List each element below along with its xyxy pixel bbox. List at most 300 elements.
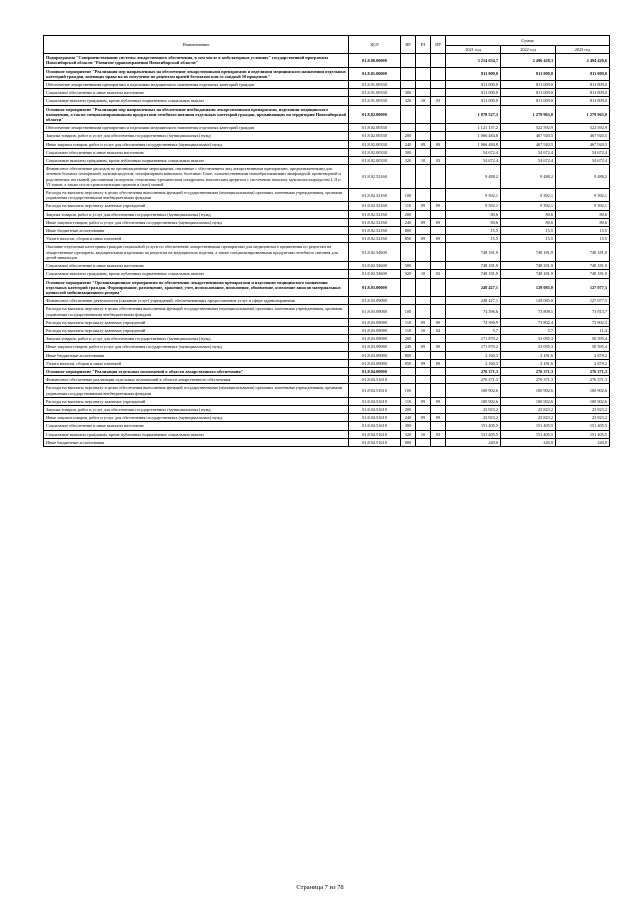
header-year-2023: 2023 год: [556, 46, 610, 54]
cell-y2: 1 279 963,0: [501, 105, 556, 124]
cell-y1: 748 181,9: [446, 243, 501, 262]
cell-y1: 171 870,2: [446, 335, 501, 343]
table-row: [44, 97, 610, 105]
table-row: [44, 422, 610, 430]
cell-y2: 151 405,5: [501, 430, 556, 438]
cell-vr: 110: [401, 202, 416, 210]
cell-pr: 09: [431, 235, 446, 243]
cell-y3: 748 181,9: [556, 270, 610, 278]
cell-y1: 54 672,4: [446, 148, 501, 156]
cell-y3: 522 592,9: [556, 124, 610, 132]
cell-rz: 09: [416, 343, 431, 351]
cell-y1: 1 066 484,8: [446, 132, 501, 140]
cell-rz: 09: [416, 235, 431, 243]
cell-name: Финансовое обеспечение расходов на организационные мероприятия, связанные с обеспечением лиц лекарственными препаратами, предназначенными для лечения больных гемофилией, муковисцидозом, гипофизарным нанизмом, болезнью Гоше, злокачественными новообразованиями лимфоидной, кроветворной и родственных им тканей, рассеянным склерозом, гемолитико-уремическим синдромом, юношеским артритом с системным началом, мукополисахаридозом I, II и VI типов, а также после трансплантации органов и (или) тканей: [44, 165, 349, 189]
cell-vr: 100: [401, 189, 416, 202]
cell-csr: 01.8.04.51610: [349, 422, 401, 430]
cell-csr: 01.8.02.00330: [349, 140, 401, 148]
cell-vr: 320: [401, 270, 416, 278]
cell-rz: 09: [416, 397, 431, 405]
budget-table: [43, 35, 610, 447]
header-name: Наименование: [44, 36, 349, 54]
cell-name: Социальные выплаты гражданам, кроме публичных нормативных социальных выплат: [44, 270, 349, 278]
cell-rz: 09: [416, 318, 431, 326]
cell-rz: [416, 278, 431, 297]
cell-vr: 300: [401, 262, 416, 270]
cell-pr: [431, 148, 446, 156]
cell-y1: 3 214 634,7: [446, 54, 501, 67]
table-row: [44, 132, 610, 140]
cell-csr: 01.8.03.09080: [349, 359, 401, 367]
cell-csr: 01.8.02.52160: [349, 189, 401, 202]
cell-pr: 09: [431, 343, 446, 351]
cell-vr: 200: [401, 405, 416, 413]
cell-vr: 300: [401, 422, 416, 430]
cell-csr: 01.8.02.52160: [349, 165, 401, 189]
cell-y3: 23 823,2: [556, 414, 610, 422]
cell-y2: 73 808,1: [501, 305, 556, 318]
cell-csr: 01.8.02.52160: [349, 202, 401, 210]
cell-vr: 800: [401, 438, 416, 446]
cell-pr: 03: [431, 270, 446, 278]
cell-pr: 03: [431, 97, 446, 105]
cell-csr: 01.8.04.51610: [349, 384, 401, 397]
cell-rz: [416, 384, 431, 397]
cell-name: Основное мероприятие "Реализация мер направленных на обеспечение лекарственными препаратами и изделиями медицинского назначения отдельных категорий граждан, имеющих право на их получение по рецептам врачей бесплатно или со скидкой 50 процентов": [44, 67, 349, 80]
cell-rz: 09: [416, 202, 431, 210]
header-vr: ВР: [401, 36, 416, 54]
cell-y2: 748 181,9: [501, 243, 556, 262]
cell-pr: 09: [431, 318, 446, 326]
table-row: [44, 81, 610, 89]
cell-name: Социальное обеспечение и иные выплаты населению: [44, 422, 349, 430]
cell-y3: 467 920,5: [556, 132, 610, 140]
table-row: [44, 318, 610, 326]
cell-pr: [431, 89, 446, 97]
table-row: [44, 305, 610, 318]
cell-pr: [431, 81, 446, 89]
cell-vr: 800: [401, 351, 416, 359]
cell-name: Расходы на выплаты персоналу в целях обеспечения выполнения функций государственными (муниципальными) органами, казенными учреждениями, органами управления государственными внебюджетными фондами: [44, 384, 349, 397]
table-row: [44, 376, 610, 384]
cell-y1: 100 902,6: [446, 384, 501, 397]
cell-csr: 01.8.02.00330: [349, 124, 401, 132]
cell-name: Иные закупки товаров, работ и услуг для обеспечения государственных (муниципальных) нужд: [44, 343, 349, 351]
table-row: [44, 297, 610, 305]
cell-rz: [416, 422, 431, 430]
cell-y3: 73 813,7: [556, 305, 610, 318]
cell-y1: 1 878 527,3: [446, 105, 501, 124]
cell-csr: 01.8.04.51610: [349, 414, 401, 422]
cell-csr: 01.8.02.00330: [349, 148, 401, 156]
table-row: [44, 278, 610, 297]
table-row: [44, 343, 610, 351]
cell-name: Закупка товаров, работ и услуг для обеспечения государственных (муниципальных) нужд: [44, 335, 349, 343]
cell-y2: 54 672,4: [501, 157, 556, 165]
cell-rz: 10: [416, 270, 431, 278]
cell-pr: [431, 405, 446, 413]
cell-rz: [416, 165, 431, 189]
cell-csr: 01.8.02.00000: [349, 105, 401, 124]
cell-y3: 2 878,2: [556, 351, 610, 359]
table-row: [44, 54, 610, 67]
table-row: [44, 89, 610, 97]
cell-y1: 248 427,1: [446, 278, 501, 297]
cell-csr: 01.8.04.51610: [349, 376, 401, 384]
cell-rz: 10: [416, 157, 431, 165]
cell-y1: 1 121 157,2: [446, 124, 501, 132]
cell-y1: 2 160,3: [446, 351, 501, 359]
cell-y1: 171 870,2: [446, 343, 501, 351]
cell-y1: 2 160,3: [446, 359, 501, 367]
cell-csr: 01.8.01.00330: [349, 81, 401, 89]
cell-name: Финансовое обеспечение деятельности (оказание услуг) учреждений, обеспечивающих предоставление услуг в сфере здравоохранения: [44, 297, 349, 305]
cell-rz: [416, 54, 431, 67]
table-row: [44, 351, 610, 359]
cell-csr: 01.8.03.09080: [349, 305, 401, 318]
cell-csr: 01.8.02.54600: [349, 262, 401, 270]
cell-vr: 110: [401, 397, 416, 405]
cell-csr: 01.8.04.51610: [349, 438, 401, 446]
cell-y2: 129 085,0: [501, 278, 556, 297]
cell-y2: 811 009,0: [501, 89, 556, 97]
table-row: [44, 235, 610, 243]
cell-name: Расходы на выплаты персоналу казенных учреждений: [44, 326, 349, 334]
cell-y3: 54 672,4: [556, 148, 610, 156]
cell-name: Иные закупки товаров, работ и услуг для обеспечения государственных (муниципальных) нужд: [44, 414, 349, 422]
cell-name: Социальные выплаты гражданам, кроме публичных нормативных социальных выплат: [44, 430, 349, 438]
cell-pr: [431, 305, 446, 318]
table-row: [44, 414, 610, 422]
cell-y1: 811 009,0: [446, 81, 501, 89]
table-row: [44, 105, 610, 124]
table-row: [44, 326, 610, 334]
cell-y2: 9 392,1: [501, 202, 556, 210]
cell-y3: 9 392,1: [556, 189, 610, 202]
cell-name: Расходы на выплаты персоналу в целях обеспечения выполнения функций государственными (муниципальными) органами, казенными учреждениями, органами управления государственными внебюджетными фондами: [44, 189, 349, 202]
cell-csr: 01.8.03.09080: [349, 335, 401, 343]
cell-pr: [431, 262, 446, 270]
cell-y3: 15,5: [556, 227, 610, 235]
cell-y1: 9 488,2: [446, 165, 501, 189]
cell-y2: 748 181,9: [501, 262, 556, 270]
cell-rz: [416, 81, 431, 89]
cell-pr: 09: [431, 414, 446, 422]
cell-y1: 9 392,1: [446, 189, 501, 202]
cell-y2: 276 371,3: [501, 367, 556, 375]
cell-y2: 811 009,0: [501, 67, 556, 80]
cell-csr: 01.8.03.00000: [349, 278, 401, 297]
cell-rz: [416, 124, 431, 132]
table-row: [44, 270, 610, 278]
cell-y1: 100 902,6: [446, 397, 501, 405]
cell-y3: 100 902,6: [556, 384, 610, 397]
cell-vr: 240: [401, 414, 416, 422]
cell-y3: 811 009,0: [556, 67, 610, 80]
cell-rz: [416, 367, 431, 375]
cell-vr: 800: [401, 227, 416, 235]
cell-csr: 01.8.03.09080: [349, 318, 401, 326]
cell-y2: 276 371,3: [501, 376, 556, 384]
cell-name: Обеспечение лекарственными препаратами и изделиями медицинского назначения отдельных категорий граждан: [44, 81, 349, 89]
cell-vr: [401, 105, 416, 124]
cell-rz: [416, 89, 431, 97]
cell-y2: 2 181,6: [501, 351, 556, 359]
cell-pr: [431, 438, 446, 446]
cell-pr: [431, 384, 446, 397]
page-number: Страница 7 из 78: [296, 884, 344, 891]
cell-y2: 73 802,4: [501, 318, 556, 326]
cell-y3: 80,6: [556, 210, 610, 218]
cell-rz: [416, 335, 431, 343]
cell-y2: 100 902,6: [501, 384, 556, 397]
cell-pr: [431, 376, 446, 384]
cell-csr: 01.8.02.52160: [349, 235, 401, 243]
cell-name: Иные бюджетные ассигнования: [44, 438, 349, 446]
cell-rz: [416, 262, 431, 270]
cell-y2: 80,6: [501, 210, 556, 218]
cell-y1: 248 427,1: [446, 297, 501, 305]
cell-vr: [401, 81, 416, 89]
cell-name: Уплата налогов, сборов и иных платежей: [44, 235, 349, 243]
cell-pr: 09: [431, 359, 446, 367]
cell-vr: [401, 54, 416, 67]
cell-name: Подпрограмма "Совершенствование системы лекарственного обеспечения, в том числе в амбулаторных условиях" государственной программы Новосибирской области "Развитие здравоохранения Новосибирской области": [44, 54, 349, 67]
cell-y1: 151 405,5: [446, 422, 501, 430]
cell-name: Расходы на выплаты персоналу казенных учреждений: [44, 397, 349, 405]
cell-pr: 09: [431, 218, 446, 226]
cell-rz: 10: [416, 97, 431, 105]
cell-y3: 1 279 963,0: [556, 105, 610, 124]
cell-y3: 11,4: [556, 326, 610, 334]
cell-csr: 01.8.03.09080: [349, 297, 401, 305]
table-row: [44, 210, 610, 218]
cell-y3: 50 395,4: [556, 335, 610, 343]
cell-name: Социальное обеспечение и иные выплаты населению: [44, 148, 349, 156]
cell-pr: [431, 422, 446, 430]
header-csr: ЦСР: [349, 36, 401, 54]
table-row: [44, 405, 610, 413]
cell-vr: 320: [401, 97, 416, 105]
cell-vr: [401, 278, 416, 297]
table-row: [44, 430, 610, 438]
cell-pr: 04: [431, 326, 446, 334]
cell-pr: [431, 124, 446, 132]
cell-y2: 53 095,3: [501, 335, 556, 343]
cell-pr: 09: [431, 140, 446, 148]
table-body: [44, 54, 610, 447]
cell-y1: 276 371,3: [446, 376, 501, 384]
cell-y2: 129 085,0: [501, 297, 556, 305]
table-row: [44, 262, 610, 270]
cell-vr: [401, 67, 416, 80]
cell-y3: 240,0: [556, 438, 610, 446]
cell-rz: 09: [416, 359, 431, 367]
cell-y3: 151 405,5: [556, 422, 610, 430]
cell-y1: 276 371,3: [446, 367, 501, 375]
cell-name: Расходы на выплаты персоналу казенных учреждений: [44, 202, 349, 210]
cell-vr: [401, 297, 416, 305]
cell-y3: 151 405,5: [556, 430, 610, 438]
cell-y3: 9 392,1: [556, 202, 610, 210]
cell-vr: 200: [401, 335, 416, 343]
cell-y3: 127 077,3: [556, 278, 610, 297]
cell-y2: 151 405,5: [501, 422, 556, 430]
cell-y1: 74 396,6: [446, 305, 501, 318]
cell-y1: 748 181,9: [446, 270, 501, 278]
cell-vr: [401, 124, 416, 132]
table-row: [44, 148, 610, 156]
cell-csr: 01.8.02.54600: [349, 243, 401, 262]
table-row: [44, 67, 610, 80]
cell-y2: 80,6: [501, 218, 556, 226]
cell-pr: [431, 297, 446, 305]
cell-y1: 1 066 484,8: [446, 140, 501, 148]
cell-rz: [416, 351, 431, 359]
cell-rz: [416, 67, 431, 80]
table-row: [44, 157, 610, 165]
cell-vr: [401, 165, 416, 189]
cell-csr: 01.8.03.09080: [349, 343, 401, 351]
cell-csr: 01.8.02.00330: [349, 132, 401, 140]
cell-name: Закупка товаров, работ и услуг для обеспечения государственных (муниципальных) нужд: [44, 132, 349, 140]
table-row: [44, 397, 610, 405]
header-pr: ПР: [431, 36, 446, 54]
cell-csr: 01.8.02.52160: [349, 227, 401, 235]
cell-csr: 01.8.02.54600: [349, 270, 401, 278]
cell-csr: 01.8.02.52160: [349, 218, 401, 226]
cell-y1: 15,5: [446, 235, 501, 243]
table-row: [44, 202, 610, 210]
cell-name: Основное мероприятие "Организационные мероприятия по обеспечению лекарственными препаратами и изделиями медицинского назначения отдельных категорий граждан. Формирование, размещение, хранение, учет, использование, пополнение, обновление, освежение запасов материальных ценностей мобилизационного резерва": [44, 278, 349, 297]
cell-y3: 9 488,2: [556, 165, 610, 189]
cell-y3: 50 395,4: [556, 343, 610, 351]
cell-pr: 03: [431, 430, 446, 438]
cell-vr: 100: [401, 384, 416, 397]
cell-y1: 9 392,1: [446, 202, 501, 210]
cell-rz: [416, 132, 431, 140]
cell-y3: 276 371,3: [556, 367, 610, 375]
cell-y3: 23 823,2: [556, 405, 610, 413]
cell-y2: 748 181,9: [501, 270, 556, 278]
cell-y2: 9 392,1: [501, 189, 556, 202]
cell-pr: [431, 367, 446, 375]
cell-y3: 467 920,5: [556, 140, 610, 148]
cell-y2: 23 823,2: [501, 414, 556, 422]
cell-rz: 10: [416, 430, 431, 438]
cell-vr: [401, 367, 416, 375]
cell-vr: [401, 243, 416, 262]
table-row: [44, 243, 610, 262]
cell-y2: 522 592,9: [501, 124, 556, 132]
cell-vr: 240: [401, 343, 416, 351]
cell-csr: 01.8.02.00330: [349, 157, 401, 165]
cell-y1: 80,6: [446, 218, 501, 226]
cell-y3: 748 181,9: [556, 243, 610, 262]
cell-name: Социальные выплаты гражданам, кроме публичных нормативных социальных выплат: [44, 157, 349, 165]
cell-rz: [416, 243, 431, 262]
cell-csr: 01.8.01.00330: [349, 97, 401, 105]
cell-y1: 54 672,4: [446, 157, 501, 165]
cell-pr: [431, 67, 446, 80]
cell-name: Социальное обеспечение и иные выплаты населению: [44, 262, 349, 270]
table-row: [44, 359, 610, 367]
cell-y2: 811 009,0: [501, 97, 556, 105]
cell-vr: 850: [401, 235, 416, 243]
cell-vr: 300: [401, 148, 416, 156]
cell-rz: 09: [416, 218, 431, 226]
cell-y1: 80,6: [446, 210, 501, 218]
cell-name: Уплата налогов, сборов и иных платежей: [44, 359, 349, 367]
cell-y2: 467 920,5: [501, 132, 556, 140]
cell-pr: [431, 132, 446, 140]
cell-csr: 01.8.04.51610: [349, 430, 401, 438]
cell-name: Расходы на выплаты персоналу в целях обеспечения выполнения функций государственными (муниципальными) органами, казенными учреждениями, органами управления государственными внебюджетными фондами: [44, 305, 349, 318]
cell-rz: [416, 189, 431, 202]
cell-name: Расходы на выплаты персоналу казенных учреждений: [44, 318, 349, 326]
cell-name: Иные бюджетные ассигнования: [44, 227, 349, 235]
cell-vr: 200: [401, 210, 416, 218]
cell-rz: [416, 376, 431, 384]
cell-pr: [431, 351, 446, 359]
cell-pr: [431, 278, 446, 297]
cell-y1: 74 390,9: [446, 318, 501, 326]
cell-y1: 23 823,2: [446, 414, 501, 422]
cell-name: Иные закупки товаров, работ и услуг для обеспечения государственных (муниципальных) нужд: [44, 218, 349, 226]
table-row: [44, 140, 610, 148]
cell-csr: 01.8.02.52160: [349, 210, 401, 218]
cell-y3: 811 009,0: [556, 81, 610, 89]
cell-rz: 10: [416, 326, 431, 334]
cell-y2: 15,5: [501, 235, 556, 243]
cell-y2: 53 095,3: [501, 343, 556, 351]
cell-vr: 300: [401, 89, 416, 97]
cell-y2: 100 902,6: [501, 397, 556, 405]
cell-y1: 748 181,9: [446, 262, 501, 270]
cell-y3: 100 902,6: [556, 397, 610, 405]
cell-name: Закупка товаров, работ и услуг для обеспечения государственных (муниципальных) нужд: [44, 210, 349, 218]
table-row: [44, 227, 610, 235]
cell-csr: 01.8.01.00330: [349, 89, 401, 97]
cell-rz: [416, 148, 431, 156]
header-sum: Сумма: [446, 36, 610, 46]
cell-rz: [416, 305, 431, 318]
cell-rz: [416, 105, 431, 124]
cell-y2: 23 823,2: [501, 405, 556, 413]
cell-y1: 240,0: [446, 438, 501, 446]
cell-y3: 2 878,2: [556, 359, 610, 367]
cell-y3: 811 009,0: [556, 89, 610, 97]
table-row: [44, 438, 610, 446]
cell-vr: 110: [401, 318, 416, 326]
cell-y1: 5,7: [446, 326, 501, 334]
cell-y3: 15,5: [556, 235, 610, 243]
cell-y2: 5,7: [501, 326, 556, 334]
budget-table-page: [43, 35, 609, 447]
cell-vr: 320: [401, 157, 416, 165]
cell-vr: 240: [401, 218, 416, 226]
cell-name: Иные закупки товаров, работ и услуг для обеспечения государственных (муниципальных) нужд: [44, 140, 349, 148]
cell-y2: 2 496 428,3: [501, 54, 556, 67]
cell-csr: 01.8.04.51610: [349, 397, 401, 405]
table-row: [44, 335, 610, 343]
header-year-2021: 2021 год: [446, 46, 501, 54]
cell-name: Социальное обеспечение и иные выплаты населению: [44, 89, 349, 97]
table-row: [44, 218, 610, 226]
cell-pr: [431, 165, 446, 189]
cell-y3: 2 494 420,6: [556, 54, 610, 67]
cell-y3: 127 077,3: [556, 297, 610, 305]
